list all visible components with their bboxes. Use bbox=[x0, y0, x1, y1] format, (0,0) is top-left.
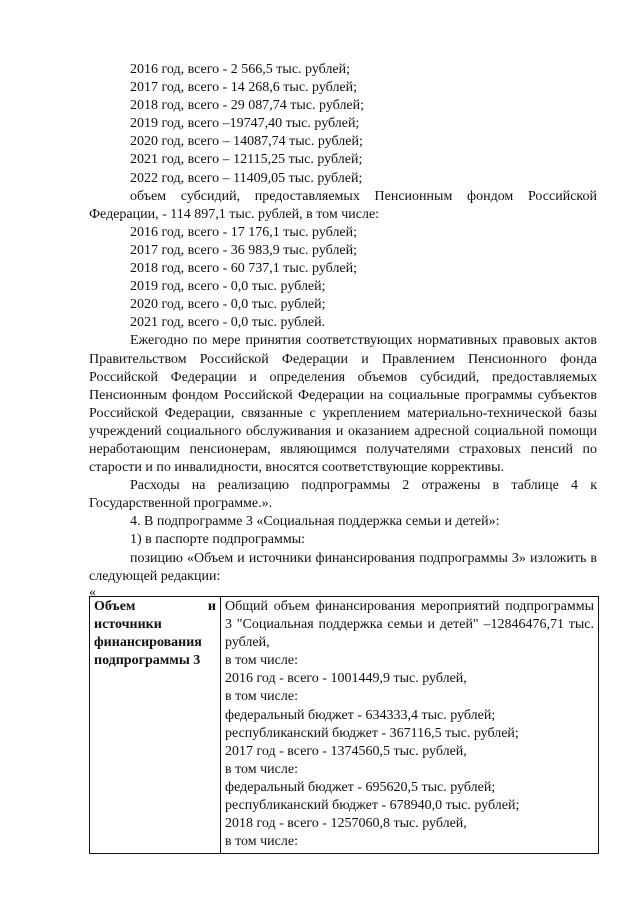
funding-year-line: 2019 год, всего –19747,40 тыс. рублей; bbox=[130, 116, 360, 132]
item-4-1-heading: 1) в паспорте подпрограммы: bbox=[130, 532, 306, 548]
item-4-heading: 4. В подпрограмме 3 «Социальная поддержка семьи и детей»: bbox=[130, 514, 500, 530]
table-label-cell bbox=[90, 597, 221, 854]
pfr-year-line: 2018 год, всего - 60 737,1 тыс. рублей; bbox=[130, 261, 358, 277]
funding-detail-line: в том числе: bbox=[225, 834, 298, 850]
annual-adjustment-paragraph: Ежегодно по мере принятия соответствующих нормативных правовых актов Правительством Российской Федерации и Правлением Пенсионного фонда Российской Федерации и определения объемов субсидий, предоставляемых Пенсионным фондом Российской Федерации на социальные программы субъектов Российской Федерации, связанные с укреплением материально-технической базы учреждений социального обслуживания и оказанием адресной социальной помощи неработающим пенсионерам, являющимся получателями страховых пенсий по старости и по инвалидности, вносятся соответствующие коррективы. bbox=[89, 333, 597, 476]
expenses-paragraph: Расходы на реализацию подпрограммы 2 отражены в таблице 4 к Государственной программе.». bbox=[89, 478, 597, 512]
table-label-word: и bbox=[207, 599, 216, 614]
opening-quote-mark: « bbox=[89, 584, 96, 600]
funding-detail-line: республиканский бюджет - 367116,5 тыс. рублей; bbox=[225, 725, 519, 741]
passport-funding-table bbox=[89, 596, 599, 854]
funding-detail-line: в том числе: bbox=[225, 689, 298, 705]
funding-detail-line: 2018 год - всего - 1257060,8 тыс. рублей, bbox=[225, 816, 467, 832]
funding-detail-line: республиканский бюджет - 678940,0 тыс. рублей; bbox=[225, 798, 520, 814]
table-row bbox=[90, 597, 599, 854]
funding-year-line: 2016 год, всего - 2 566,5 тыс. рублей; bbox=[130, 62, 351, 77]
funding-detail-line: в том числе: bbox=[225, 761, 298, 777]
document-body bbox=[89, 61, 597, 600]
table-label-word: Объем bbox=[94, 599, 136, 614]
table-label-first-line bbox=[94, 598, 216, 616]
pfr-year-line: 2021 год, всего - 0,0 тыс. рублей. bbox=[130, 315, 326, 331]
table-value-cell bbox=[221, 597, 599, 854]
funding-detail-line: 2016 год - всего - 1001449,9 тыс. рублей, bbox=[225, 671, 467, 687]
funding-detail-line: федеральный бюджет - 634333,4 тыс. рублей; bbox=[225, 707, 496, 723]
pfr-year-line: 2020 год, всего - 0,0 тыс. рублей; bbox=[130, 297, 326, 313]
pfr-by-year-list bbox=[89, 224, 597, 333]
pfr-year-line: 2017 год, всего - 36 983,9 тыс. рублей; bbox=[130, 242, 358, 258]
total-funding-text: Общий объем финансирования мероприятий подпрограммы 3 "Социальная поддержка семьи и детей" –12846476,71 тыс. рублей, bbox=[225, 599, 594, 651]
table-label-rest: источники финансирования подпрограммы 3 bbox=[94, 617, 202, 669]
funding-detail-line: в том числе: bbox=[225, 653, 298, 669]
funding-year-line: 2017 год, всего - 14 268,6 тыс. рублей; bbox=[130, 80, 358, 96]
funding-year-line: 2020 год, всего – 14087,74 тыс. рублей; bbox=[130, 134, 363, 150]
funding-year-line: 2021 год, всего – 12115,25 тыс. рублей; bbox=[130, 152, 363, 168]
pfr-year-line: 2019 год, всего - 0,0 тыс. рублей; bbox=[130, 279, 326, 295]
pfr-year-line: 2016 год, всего - 17 176,1 тыс. рублей; bbox=[130, 224, 358, 240]
funding-year-line: 2022 год, всего – 11409,05 тыс. рублей; bbox=[130, 170, 363, 186]
funding-year-line: 2018 год, всего - 29 087,74 тыс. рублей; bbox=[130, 98, 365, 114]
position-paragraph: позицию «Объем и источники финансирования подпрограммы 3» изложить в следующей редакции: bbox=[89, 550, 597, 584]
funding-by-year-list bbox=[89, 61, 597, 188]
pfr-subsidy-paragraph: объем субсидий, предоставляемых Пенсионным фондом Российской Федерации, - 114 897,1 тыс. рублей, в том числе: bbox=[89, 188, 597, 222]
funding-detail-line: 2017 год - всего - 1374560,5 тыс. рублей, bbox=[225, 743, 467, 759]
funding-detail-line: федеральный бюджет - 695620,5 тыс. рублей; bbox=[225, 779, 496, 795]
